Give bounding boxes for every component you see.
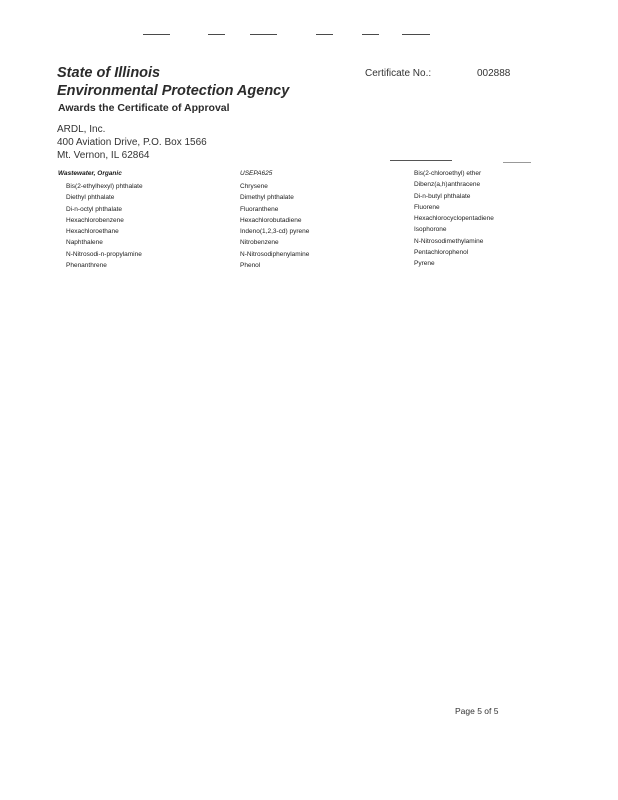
analyte-item: Hexachloroethane xyxy=(66,228,119,236)
analyte-item: Phenanthrene xyxy=(66,262,107,270)
analyte-item: Chrysene xyxy=(240,183,268,190)
header-line xyxy=(143,34,170,35)
header-line xyxy=(402,34,430,35)
method-header: USEPA625 xyxy=(240,170,273,177)
analyte-item: Pentachlorophenol xyxy=(414,249,469,257)
analyte-item: Di-n-octyl phthalate xyxy=(66,205,122,213)
divider xyxy=(390,160,452,161)
analyte-column-1 xyxy=(66,181,143,271)
analyte-item: Hexachlorobutadiene xyxy=(240,216,302,224)
analyte-item: N-Nitrosodi-n-propylamine xyxy=(66,250,142,258)
analyte-item: Naphthalene xyxy=(66,239,103,247)
lab-street: 400 Aviation Drive, P.O. Box 1566 xyxy=(57,137,207,148)
analyte-item: Isophorone xyxy=(414,226,447,234)
header-line xyxy=(250,34,277,35)
analyte-item: Dimethyl phthalate xyxy=(240,194,294,202)
analyte-item: Phenol xyxy=(240,262,261,270)
analyte-item: Fluorene xyxy=(414,203,440,211)
agency-title: Environmental Protection Agency xyxy=(57,83,290,99)
matrix-header: Wastewater, Organic xyxy=(58,170,122,177)
analyte-item: Hexachlorobenzene xyxy=(66,216,124,224)
analyte-item: Fluoranthene xyxy=(240,205,279,213)
analyte-item: Bis(2-chloroethyl) ether xyxy=(414,170,482,177)
analyte-item: Dibenz(a,h)anthracene xyxy=(414,181,481,189)
state-title: State of Illinois xyxy=(57,65,161,81)
divider xyxy=(503,162,531,163)
lab-name: ARDL, Inc. xyxy=(57,124,106,135)
analyte-item: Diethyl phthalate xyxy=(66,194,115,202)
analyte-item: Di-n-butyl phthalate xyxy=(414,192,471,200)
analyte-item: N-Nitrosodimethylamine xyxy=(414,237,484,245)
lab-city: Mt. Vernon, IL 62864 xyxy=(57,150,150,161)
analyte-item: Hexachlorocyclopentadiene xyxy=(414,215,494,223)
analyte-item: Indeno(1,2,3-cd) pyrene xyxy=(240,228,310,236)
certificate-number: 002888 xyxy=(477,68,511,79)
header-line xyxy=(208,34,225,35)
analyte-column-3 xyxy=(414,168,494,270)
analyte-item: Bis(2-ethylhexyl) phthalate xyxy=(66,183,143,190)
header-line xyxy=(362,34,379,35)
analyte-item: N-Nitrosodiphenylamine xyxy=(240,250,310,258)
analyte-item: Pyrene xyxy=(414,260,435,268)
analyte-item: Nitrobenzene xyxy=(240,239,279,247)
awards-subtitle: Awards the Certificate of Approval xyxy=(58,102,230,114)
analyte-column-2 xyxy=(240,181,309,271)
certificate-label: Certificate No.: xyxy=(365,68,432,79)
page-number: Page 5 of 5 xyxy=(455,706,499,716)
header-line xyxy=(316,34,333,35)
